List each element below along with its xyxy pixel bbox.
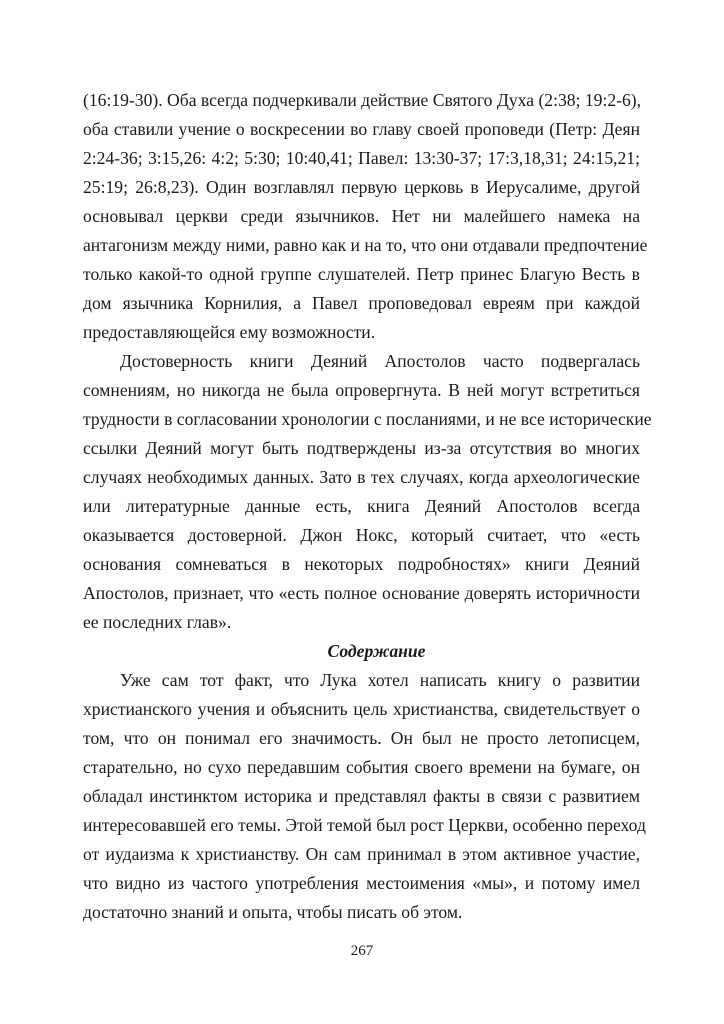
text-line: основывал церкви среди язычников. Нет ни малейшего намека на [83, 206, 640, 226]
text-line: от иудаизма к христианству. Он сам принимал в этом активное участие, [83, 844, 640, 864]
section-heading: Содержание [327, 641, 426, 661]
text-line: достаточно знаний и опыта, чтобы писать об этом. [83, 902, 463, 922]
text-line: 2:24-36; 3:15,26: 4:2; 5:30; 10:40,41; Павел: 13:30-37; 17:3,18,31; 24:15,21; [83, 148, 640, 168]
text-line: дом язычника Корнилия, а Павел проповедовал евреям при каждой [83, 293, 640, 313]
text-line: только какой-то одной группе слушателей. Петр принес Благую Весть в [83, 264, 640, 284]
paragraph [83, 86, 648, 347]
text-line: Апостолов, признает, что «есть полное основание доверять историчности [83, 583, 640, 603]
page-number: 267 [350, 943, 374, 959]
text-line: (16:19-30). Оба всегда подчеркивали действие Святого Духа (2:38; 19:2-6), [83, 90, 642, 110]
text-line: основания сомневаться в некоторых подробностях» книги Деяний [83, 554, 640, 574]
text-line: интересовавшей его темы. Этой темой был рост Церкви, особенно переход [83, 815, 646, 835]
text-line: Достоверность книги Деяний Апостолов часто подвергалась [120, 351, 640, 371]
text-line: предоставляющейся ему возможности. [83, 322, 376, 342]
paragraph [83, 347, 652, 637]
text-line: оба ставили учение о воскресении во главу своей проповеди (Петр: Деян [83, 119, 640, 139]
text-line: сомнениям, но никогда не была опровергнута. В ней могут встретиться [83, 380, 640, 400]
text-line: Уже сам тот факт, что Лука хотел написать книгу о развитии [120, 670, 640, 690]
text-line: 25:19; 26:8,23). Один возглавлял первую церковь в Иерусалиме, другой [83, 177, 640, 197]
page-body [83, 86, 652, 927]
text-line: антагонизм между ними, равно как и на то, что они отдавали предпочтение [83, 235, 648, 255]
text-line: оказывается достоверной. Джон Нокс, который считает, что «есть [83, 525, 640, 545]
text-line: что видно из частого употребления местоимения «мы», и потому имел [83, 873, 640, 893]
text-line: ссылки Деяний могут быть подтверждены из-за отсутствия во многих [83, 438, 640, 458]
text-line: христианского учения и объяснить цель христианства, свидетельствует о [83, 699, 640, 719]
text-line: или литературные данные есть, книга Деяний Апостолов всегда [83, 496, 640, 516]
text-line: трудности в согласовании хронологии с посланиями, и не все исторические [83, 409, 652, 429]
text-line: обладал инстинктом историка и представлял факты в связи с развитием [83, 786, 640, 806]
text-line: случаях необходимых данных. Зато в тех случаях, когда археологические [83, 467, 640, 487]
text-line: том, что он понимал его значимость. Он был не просто летописцем, [83, 728, 640, 748]
paragraph [83, 666, 646, 927]
text-line: ее последних глав». [83, 612, 232, 632]
text-line: старательно, но сухо передавшим события своего времени на бумаге, он [83, 757, 640, 777]
